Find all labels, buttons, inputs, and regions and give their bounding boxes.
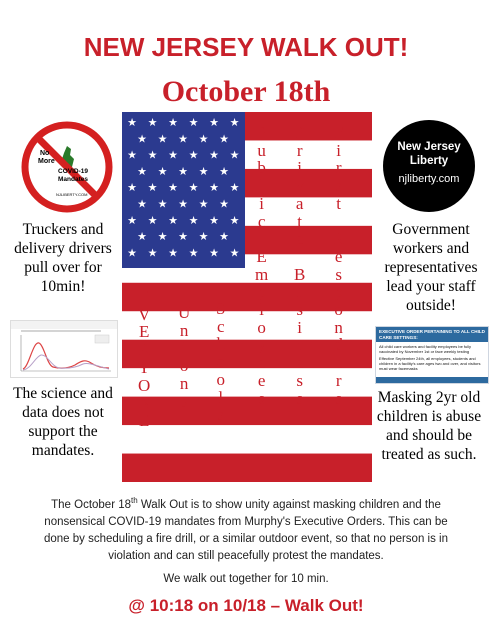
flag-star: ★ xyxy=(178,231,188,244)
flag-star: ★ xyxy=(219,231,229,244)
flag-star: ★ xyxy=(198,198,209,211)
page-title: NEW JERSEY WALK OUT! xyxy=(83,32,409,62)
event-date: October 18th xyxy=(161,75,331,108)
word-first-responders xyxy=(333,124,344,407)
flag-word-letter: i xyxy=(181,338,187,358)
flag-star: ★ xyxy=(168,149,178,162)
flag-star: ★ xyxy=(157,198,168,211)
flag-word-letter: c xyxy=(257,211,266,231)
flag-star: ★ xyxy=(127,214,137,227)
flag-word-letter: u xyxy=(295,282,304,302)
flag-star: ★ xyxy=(178,198,188,211)
flag-star: ★ xyxy=(229,117,240,129)
flag-word-letter: r xyxy=(335,158,342,178)
flag-word-letter: R xyxy=(138,340,150,360)
flag-word-letter: n xyxy=(179,373,189,393)
flag-word-letter: y xyxy=(257,335,266,355)
flag-star: ★ xyxy=(137,133,147,146)
flag-word-letter: o xyxy=(179,356,189,376)
masking-text: Masking 2yr old children is abuse and should be treated as such. xyxy=(376,389,482,463)
flag-star: ★ xyxy=(157,231,168,244)
flag-star: ★ xyxy=(229,149,240,162)
flag-word-letter xyxy=(298,248,302,266)
description-paragraph xyxy=(30,497,462,565)
flag-word-letter: l xyxy=(218,387,224,407)
flag-word-letter: e xyxy=(334,246,343,266)
badge-site: NJLIBERTY.COM xyxy=(56,192,88,197)
flag-star: ★ xyxy=(209,247,219,260)
flag-star: ★ xyxy=(127,117,137,129)
no-mandates-badge xyxy=(20,120,114,214)
flag-word-letter: o xyxy=(257,317,266,337)
badge-no: No xyxy=(40,150,50,157)
flag-star: ★ xyxy=(168,214,178,227)
flag-star: ★ xyxy=(127,247,137,260)
flag-word-letter: t xyxy=(297,211,303,231)
flag-word-letter: P xyxy=(256,123,267,142)
order-card-bullet-1: All child care workers and facility employees be fully vaccinated by November 1st or face weekly testing xyxy=(379,344,472,354)
order-card-bullet-2: Effective September 24th, all employees, students and children in a facility's care ages two and over, and visitors must wear facemasks xyxy=(379,356,481,371)
paragraph-part-2: Walk Out is to show unity against masking children and the nonsensical COVID-19 mandates from Murphy's Executive Orders. This can be done by scheduling a fire drill, or a similar outdoor event, so that no person is in violation and can still peacefully protest the mandates. xyxy=(44,499,448,562)
logo-line-liberty: Liberty xyxy=(409,155,449,167)
flag-word-letter: s xyxy=(335,264,342,284)
flag-word-letter: s xyxy=(296,370,303,390)
flag-star: ★ xyxy=(219,165,229,178)
flag-word-letter: s xyxy=(335,176,342,196)
flag-stripe xyxy=(122,454,372,482)
flag-word-letter: E xyxy=(138,287,150,306)
order-card-heading: EXECUTIVE ORDER PERTAINING TO ALL CHILD CARE SETTINGS: xyxy=(376,327,488,342)
flag-word-letter: E xyxy=(138,410,150,430)
flag-word-letter: E xyxy=(138,322,150,342)
covid-chart-thumbnail xyxy=(10,320,118,378)
flag-star: ★ xyxy=(137,198,147,211)
flag-star: ★ xyxy=(188,214,199,227)
walk-note: We walk out together for 10 min. xyxy=(163,573,329,585)
flag-star: ★ xyxy=(209,117,219,129)
flag-word-letter: P xyxy=(294,123,305,142)
flag-star: ★ xyxy=(147,117,158,129)
flag-star: ★ xyxy=(188,149,199,162)
word-everyone xyxy=(138,288,150,430)
word-unions xyxy=(178,304,190,410)
flag-star: ★ xyxy=(229,214,240,227)
flag-word-letter: e xyxy=(295,229,304,249)
flag-word-letter: l xyxy=(259,176,264,196)
flag-star: ★ xyxy=(157,133,168,146)
flag-word-letter: B xyxy=(294,264,306,284)
flag-word-letter: r xyxy=(335,370,342,390)
badge-more: More xyxy=(38,158,55,165)
flag-star: ★ xyxy=(229,182,240,195)
flag-word-letter: n xyxy=(179,320,189,340)
flag-star: ★ xyxy=(127,182,137,195)
flag-word-letter xyxy=(259,230,263,248)
flag-word-letter: l xyxy=(259,300,264,320)
flag-word-letter: i xyxy=(259,193,264,213)
flag-word-letter: h xyxy=(216,334,225,354)
flag-word-letter: N xyxy=(138,393,151,413)
flag-word-letter: o xyxy=(216,352,225,372)
word-public-employees xyxy=(255,124,268,407)
flag-word-letter: r xyxy=(296,140,303,160)
flag-word-letter: c xyxy=(216,316,225,336)
flag-star: ★ xyxy=(147,149,158,162)
flag-star: ★ xyxy=(157,165,168,178)
flag-star: ★ xyxy=(168,182,178,195)
government-text: Government workers and representatives lead your staff outside! xyxy=(384,221,478,314)
flag-star: ★ xyxy=(178,165,188,178)
flag-star: ★ xyxy=(188,182,199,195)
flag-word-letter: F xyxy=(333,123,344,142)
flag-word-letter: i xyxy=(336,140,342,160)
flag-word-letter: d xyxy=(334,335,343,355)
flag-word-letter: O xyxy=(138,375,151,395)
paragraph-superscript: th xyxy=(131,496,138,506)
flag-word-letter: s xyxy=(217,405,225,425)
flag-word-letter: t xyxy=(336,193,342,213)
flag-star: ★ xyxy=(198,133,209,146)
flag-word-letter: o xyxy=(334,300,343,320)
prohibition-icon xyxy=(20,120,114,214)
flag-word-letter: U xyxy=(178,303,191,322)
flag-star: ★ xyxy=(229,247,240,260)
flag-word-letter: b xyxy=(257,158,266,178)
badge-covid: COVID-19 xyxy=(58,168,88,175)
truckers-text: Truckers and delivery drivers pull over for 10min! xyxy=(14,221,112,295)
flag-word-letter: n xyxy=(334,317,343,337)
flag-word-letter: n xyxy=(295,335,304,355)
order-card-footer-bar xyxy=(376,377,488,383)
flag-word-letter: e xyxy=(257,370,266,390)
flag-word-letter: i xyxy=(297,158,303,178)
flag-word-letter: E xyxy=(256,246,267,266)
flag-word-letter: m xyxy=(255,264,269,284)
science-text: The science and data does not support the mandates. xyxy=(13,385,113,459)
flag-word-letter: e xyxy=(257,353,266,373)
flag-word-letter: u xyxy=(257,140,266,160)
flag-word-letter: s xyxy=(180,391,188,411)
flag-star: ★ xyxy=(198,165,209,178)
flag-star: ★ xyxy=(188,117,199,129)
flag-word-letter: p xyxy=(257,282,266,302)
flag-star: ★ xyxy=(168,117,178,129)
executive-order-card xyxy=(375,326,489,384)
flag-star: ★ xyxy=(209,182,219,195)
flag-word-letter: s xyxy=(296,300,303,320)
word-schools xyxy=(216,300,225,424)
flag-word-letter: s xyxy=(296,388,303,408)
flag-word-letter: p xyxy=(334,282,343,302)
paragraph-part-1: The October 18 xyxy=(51,499,132,511)
flag-star: ★ xyxy=(209,149,219,162)
flag-word-letter: R xyxy=(333,229,345,249)
flag-word-letter: i xyxy=(297,317,303,337)
chart-graphic xyxy=(11,321,117,377)
flag-star: ★ xyxy=(209,214,219,227)
flag-star: ★ xyxy=(219,198,229,211)
badge-mandates: Mandates xyxy=(58,176,88,183)
flag-word-letter: a xyxy=(295,193,304,213)
flag-word-letter: v xyxy=(295,176,304,196)
flag-star: ★ xyxy=(178,133,188,146)
flag-word-letter: e xyxy=(334,353,343,373)
flag-star: ★ xyxy=(168,247,178,260)
flag-star: ★ xyxy=(137,231,147,244)
word-private-business xyxy=(294,124,305,407)
flag-word-letter xyxy=(337,213,341,231)
logo-line-new-jersey: New Jersey xyxy=(397,141,461,153)
flag-star: ★ xyxy=(147,247,158,260)
flag-word-letter: o xyxy=(216,369,225,389)
flag-star: ★ xyxy=(188,247,199,260)
flag-star: ★ xyxy=(127,149,137,162)
flag-star: ★ xyxy=(137,165,147,178)
flag-word-letter: s xyxy=(335,388,342,408)
nj-liberty-logo xyxy=(383,120,475,212)
flag-star: ★ xyxy=(219,133,229,146)
flag-star: ★ xyxy=(147,214,158,227)
logo-line-site: njliberty.com xyxy=(398,173,460,185)
flag-word-letter: e xyxy=(295,353,304,373)
flag-word-letter: Y xyxy=(138,357,151,377)
final-callout: @ 10:18 on 10/18 – Walk Out! xyxy=(128,596,364,615)
flag-word-letter: s xyxy=(258,388,265,408)
flag-word-letter: V xyxy=(138,304,151,324)
flag-word-letter: S xyxy=(216,299,226,318)
flag-star: ★ xyxy=(198,231,209,244)
flag-star: ★ xyxy=(147,182,158,195)
